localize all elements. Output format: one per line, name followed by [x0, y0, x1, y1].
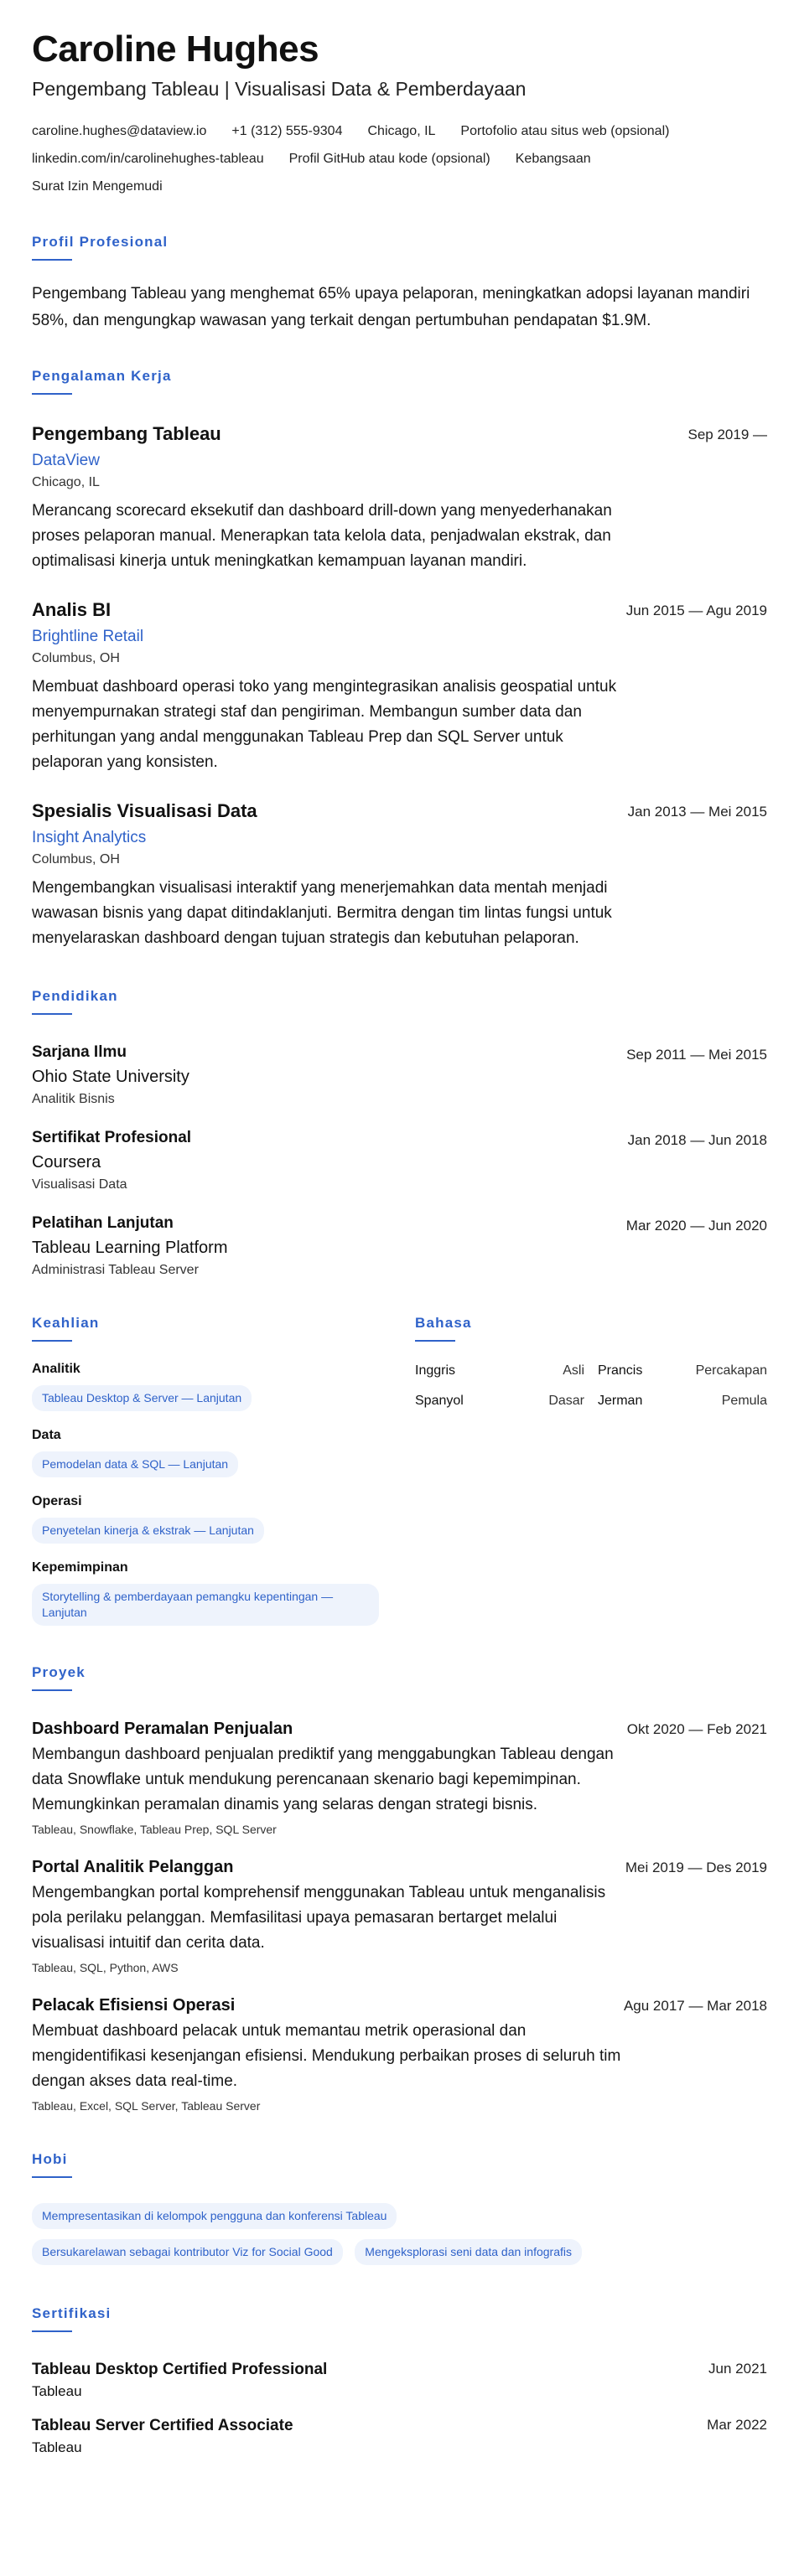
experience-item — [32, 800, 767, 951]
project-title: Dashboard Peramalan Penjualan — [32, 1719, 293, 1738]
skill-category: Analitik — [32, 1361, 80, 1376]
field-of-study: Visualisasi Data — [32, 1177, 127, 1192]
project-dates: Okt 2020 — Feb 2021 — [626, 1720, 767, 1737]
language-item — [415, 1394, 584, 1409]
skill-pill: Pemodelan data & SQL — Lanjutan — [32, 1451, 238, 1477]
certification-issuer: Tableau — [32, 2382, 82, 2399]
job-title: Pengembang Tableau — [32, 422, 221, 444]
company-name: Insight Analytics — [32, 828, 147, 846]
experience-item — [32, 599, 767, 775]
project-title: Portal Analitik Pelanggan — [32, 1857, 234, 1876]
certification-issuer: Tableau — [32, 2439, 82, 2455]
job-title: Analis BI — [32, 598, 112, 620]
experience-item — [32, 423, 767, 574]
certification-name: Tableau Server Certified Associate — [32, 2416, 293, 2434]
skill-pill: Penyetelan kinerja & ekstrak — Lanjutan — [32, 1518, 264, 1544]
section-title: Sertifikasi — [32, 2304, 112, 2321]
language-name: Prancis — [598, 1363, 643, 1378]
degree: Pelatihan Lanjutan — [32, 1213, 174, 1232]
education-item — [32, 1129, 767, 1192]
language-name: Spanyol — [415, 1393, 464, 1408]
section-title: Bahasa — [415, 1314, 472, 1331]
field-of-study: Analitik Bisnis — [32, 1091, 115, 1106]
section-divider — [32, 1340, 72, 1342]
language-level: Dasar — [548, 1393, 584, 1408]
language-level: Asli — [563, 1363, 584, 1378]
project-tech-stack: Tableau, SQL, Python, AWS — [32, 1960, 179, 1974]
contact-portfolio[interactable]: Portofolio atau situs web (opsional) — [460, 123, 670, 138]
skills-languages-section — [32, 1315, 767, 1626]
projects-section — [32, 1664, 767, 2113]
hobby-pill: Mengeksplorasi seni data dan infografis — [355, 2239, 582, 2265]
profile-section — [32, 234, 767, 334]
school-name: Coursera — [32, 1152, 101, 1172]
contact-phone[interactable]: +1 (312) 555-9304 — [231, 123, 343, 138]
contact-drivers-license: Surat Izin Mengemudi — [32, 178, 163, 194]
section-title: Pendidikan — [32, 987, 118, 1004]
language-item — [598, 1363, 767, 1379]
job-dates: Sep 2019 — — [687, 426, 767, 442]
experience-section — [32, 368, 767, 951]
job-description: Merancang scorecard eksekutif dan dashboard drill-down yang menyederhanakan proses pelaporan manual. Menerapkan tata kelola data, penjadwalan ekstrak, dan optimalisasi kinerja untuk meningkatkan kemampuan layanan mandiri. — [32, 501, 612, 570]
section-divider — [32, 1013, 72, 1015]
job-title: Spesialis Visualisasi Data — [32, 799, 257, 821]
skill-category: Kepemimpinan — [32, 1560, 128, 1575]
section-divider — [32, 1689, 72, 1691]
field-of-study: Administrasi Tableau Server — [32, 1262, 199, 1277]
project-dates: Mei 2019 — Des 2019 — [625, 1859, 767, 1875]
section-divider — [32, 2176, 72, 2178]
section-title: Hobi — [32, 2150, 68, 2167]
job-dates: Jan 2013 — Mei 2015 — [627, 803, 767, 820]
resume-header — [32, 28, 767, 200]
language-name: Jerman — [598, 1393, 643, 1408]
job-location: Chicago, IL — [32, 474, 100, 489]
skills-column — [32, 1315, 384, 1626]
certification-date: Jun 2021 — [708, 2360, 767, 2377]
degree: Sarjana Ilmu — [32, 1042, 127, 1061]
section-divider — [32, 2330, 72, 2332]
hobbies-list — [32, 2193, 669, 2265]
certification-item — [32, 2361, 767, 2400]
project-tech-stack: Tableau, Excel, SQL Server, Tableau Server — [32, 2098, 261, 2113]
languages-column — [415, 1315, 767, 1626]
skill-pill: Storytelling & pemberdayaan pemangku kepentingan — Lanjutan — [32, 1584, 379, 1626]
certifications-section — [32, 2305, 767, 2456]
profile-summary: Pengembang Tableau yang menghemat 65% upaya pelaporan, meningkatkan adopsi layanan mandiri 58%, dan mengungkap wawasan yang terkait dengan pertumbuhan pendapatan $1.9M. — [32, 284, 750, 329]
section-title: Proyek — [32, 1663, 86, 1680]
school-name: Tableau Learning Platform — [32, 1238, 228, 1257]
job-location: Columbus, OH — [32, 851, 120, 866]
education-item — [32, 1043, 767, 1107]
language-name: Inggris — [415, 1363, 456, 1378]
education-dates: Mar 2020 — Jun 2020 — [625, 1217, 767, 1234]
section-divider — [415, 1340, 455, 1342]
project-item — [32, 1996, 767, 2113]
degree: Sertifikat Profesional — [32, 1128, 192, 1146]
job-dates: Jun 2015 — Agu 2019 — [625, 602, 767, 618]
job-description: Membuat dashboard operasi toko yang mengintegrasikan analisis geospatial untuk menyempurnakan strategi staf dan pengiriman. Membangun sumber data dan perhitungan yang andal menggunakan Tableau Prep dan SQL Server untuk pelaporan yang konsisten. — [32, 677, 617, 771]
project-description: Mengembangkan portal komprehensif menggunakan Tableau untuk menganalisis pola perilaku pelanggan. Memfasilitasi upaya pemasaran bertarget melalui visualisasi intuitif dan cerita data. — [32, 1883, 606, 1952]
hobby-pill: Bersukarelawan sebagai kontributor Viz for Social Good — [32, 2239, 343, 2265]
contact-linkedin[interactable]: linkedin.com/in/carolinehughes-tableau — [32, 151, 264, 166]
language-item — [598, 1394, 767, 1409]
hobby-pill: Mempresentasikan di kelompok pengguna dan konferensi Tableau — [32, 2203, 397, 2229]
contact-location: Chicago, IL — [367, 123, 436, 138]
skill-category: Operasi — [32, 1493, 82, 1508]
contact-nationality: Kebangsaan — [515, 151, 591, 166]
hobbies-section — [32, 2151, 767, 2265]
school-name: Ohio State University — [32, 1067, 189, 1086]
project-description: Membuat dashboard pelacak untuk memantau metrik operasional dan mengidentifikasi kesenjangan efisiensi. Mendukung perbaikan proses di seluruh tim dengan akses data real-time. — [32, 2021, 621, 2090]
certification-name: Tableau Desktop Certified Professional — [32, 2360, 328, 2378]
contact-info — [32, 117, 767, 200]
candidate-headline: Pengembang Tableau | Visualisasi Data & Pemberdayaan — [32, 77, 527, 100]
project-tech-stack: Tableau, Snowflake, Tableau Prep, SQL Server — [32, 1822, 277, 1836]
contact-email[interactable]: caroline.hughes@dataview.io — [32, 123, 207, 138]
education-dates: Jan 2018 — Jun 2018 — [627, 1131, 767, 1148]
education-section — [32, 988, 767, 1278]
section-title: Profil Profesional — [32, 233, 169, 250]
job-description: Mengembangkan visualisasi interaktif yang menerjemahkan data mentah menjadi wawasan bisnis yang dapat ditindaklanjuti. Bermitra dengan tim lintas fungsi untuk menyelaraskan dashboard dengan tujuan strategis dan kebutuhan pelaporan. — [32, 878, 612, 947]
section-divider — [32, 259, 72, 261]
candidate-name: Caroline Hughes — [32, 28, 319, 70]
language-level: Percakapan — [695, 1363, 767, 1378]
language-level: Pemula — [721, 1393, 767, 1408]
project-item — [32, 1720, 767, 1836]
project-dates: Agu 2017 — Mar 2018 — [623, 1997, 767, 2014]
education-dates: Sep 2011 — Mei 2015 — [626, 1046, 767, 1063]
section-divider — [32, 393, 72, 395]
project-item — [32, 1858, 767, 1974]
company-name: Brightline Retail — [32, 627, 144, 645]
languages-list — [415, 1363, 767, 1409]
section-title: Keahlian — [32, 1314, 100, 1331]
project-title: Pelacak Efisiensi Operasi — [32, 1995, 236, 2015]
project-description: Membangun dashboard penjualan prediktif yang menggabungkan Tableau dengan data Snowflake untuk mendukung perencanaan skenario bagi kepemimpinan. Memungkinkan peramalan dinamis yang selaras dengan strategi bisnis. — [32, 1745, 614, 1813]
section-title: Pengalaman Kerja — [32, 367, 172, 384]
certification-date: Mar 2022 — [707, 2416, 767, 2433]
education-item — [32, 1214, 767, 1278]
company-name: DataView — [32, 451, 100, 469]
job-location: Columbus, OH — [32, 650, 120, 665]
certification-item — [32, 2417, 767, 2456]
contact-github[interactable]: Profil GitHub atau kode (opsional) — [288, 151, 490, 166]
skill-category: Data — [32, 1427, 61, 1442]
language-item — [415, 1363, 584, 1379]
skill-pill: Tableau Desktop & Server — Lanjutan — [32, 1385, 252, 1411]
